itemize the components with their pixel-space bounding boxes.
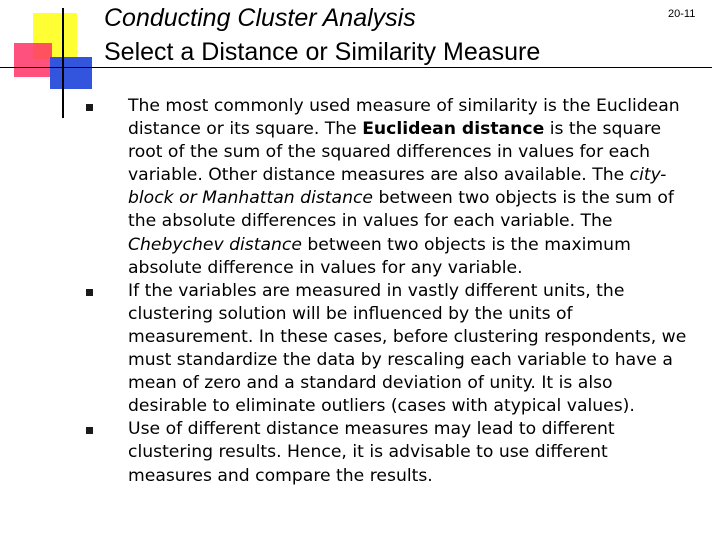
slide-title: Conducting Cluster Analysis: [104, 4, 416, 32]
bullet-text: is the square root of the sum of the squared differences in values for each variable. Other distance measures are also available. The: [128, 119, 662, 186]
decorative-red-square: [14, 43, 52, 77]
bullet-item-2: [86, 280, 696, 419]
decorative-vertical-line: [62, 8, 64, 118]
bullet-text-italic: city-block or Manhattan distance: [128, 165, 667, 209]
bullet-text: Use of different distance measures may lead to different clustering results. Hence, it is advisable to use different measures and compare the results.: [128, 419, 615, 486]
bullet-text-italic: Chebychev distance: [128, 234, 302, 255]
decorative-blue-square: [50, 57, 92, 89]
bullet-text: If the variables are measured in vastly different units, the clustering solution will be influenced by the units of measurement. In these cases, before clustering respondents, we must standardize the data by rescaling each variable to have a mean of zero and a standard deviation of unity. It is also desirable to eliminate outliers (cases with atypical values).: [128, 280, 687, 417]
bullet-square-icon: [86, 104, 93, 111]
bullet-text: between two objects is the sum of the absolute differences in values for each variable. The: [128, 188, 674, 232]
slide-subtitle: Select a Distance or Similarity Measure: [104, 38, 541, 66]
bullet-list: [86, 95, 696, 488]
bullet-square-icon: [86, 289, 93, 296]
bullet-item-3: [86, 418, 696, 487]
bullet-text: The most commonly used measure of similarity is the Euclidean distance or its square. The: [128, 96, 680, 140]
slide-number: 20-11: [668, 8, 696, 20]
bullet-text: between two objects is the maximum absolute difference in values for any variable.: [128, 234, 631, 278]
title-divider-line: [0, 67, 712, 68]
bullet-square-icon: [86, 427, 93, 434]
bullet-text-bold: Euclidean distance: [362, 119, 545, 140]
bullet-item-1: [86, 95, 696, 280]
